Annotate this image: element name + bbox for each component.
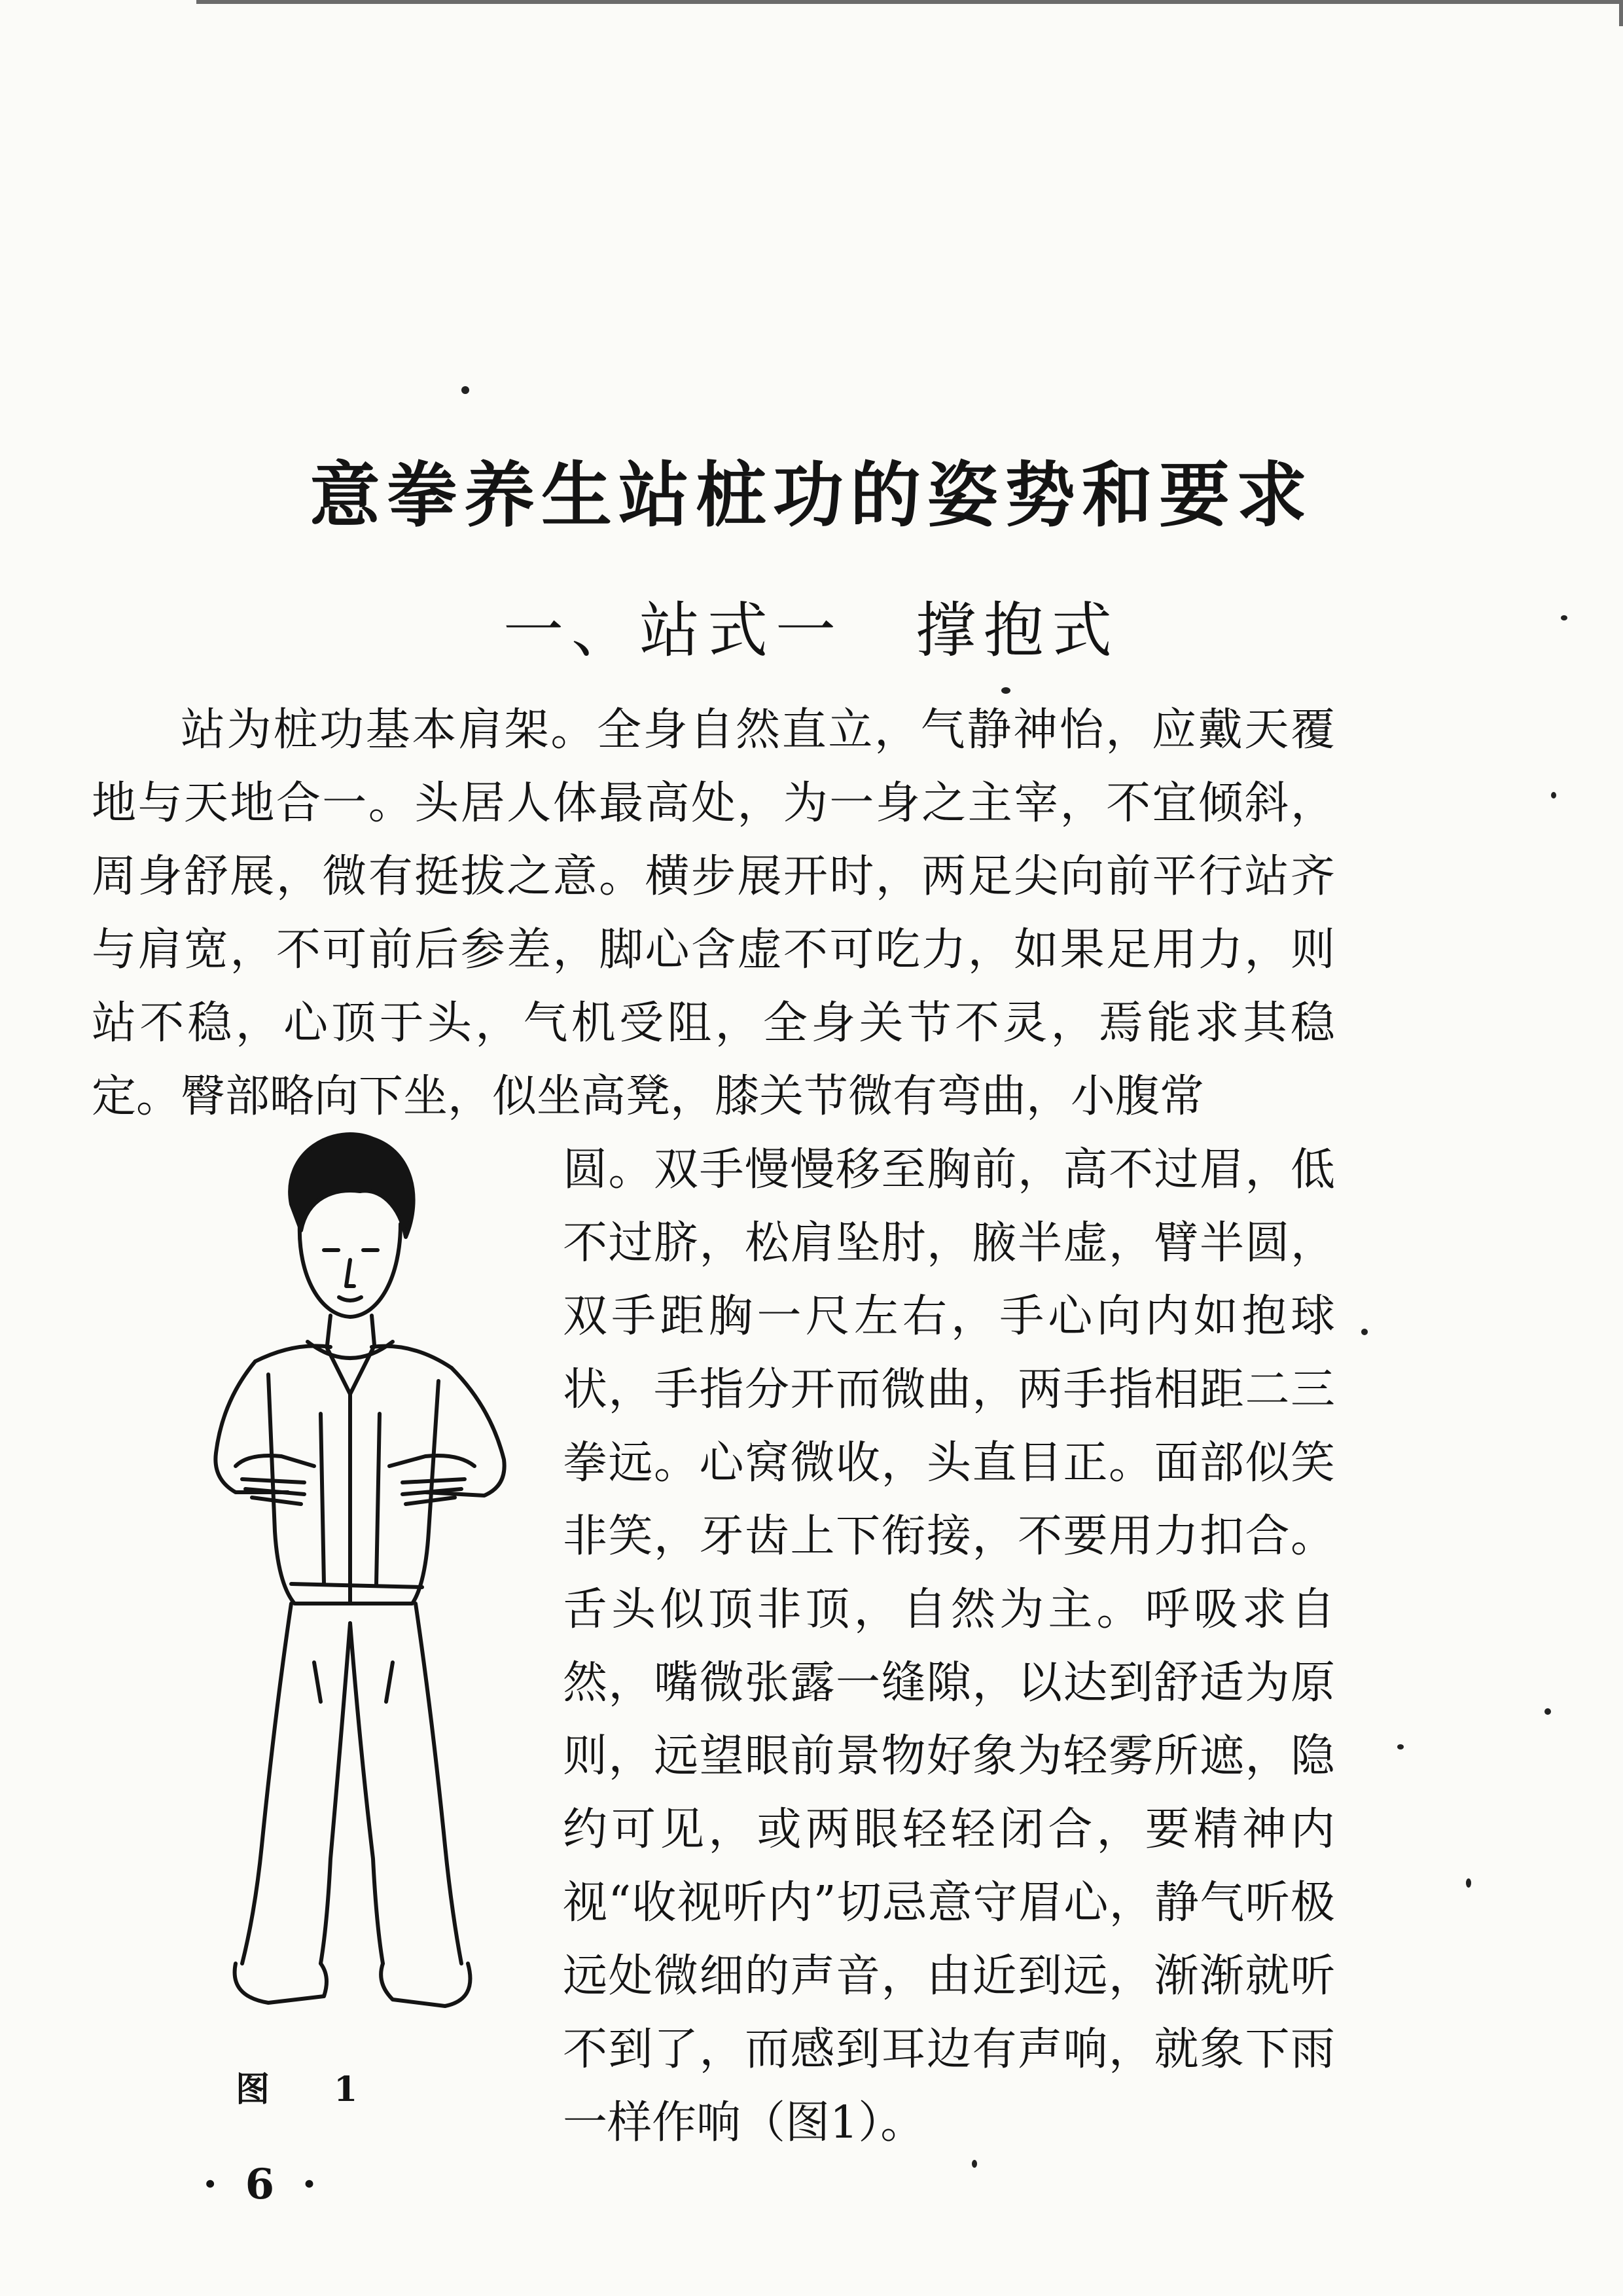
scan-speck <box>1361 1329 1368 1335</box>
section-number: 一、 <box>503 596 639 666</box>
scan-speck <box>1001 687 1010 694</box>
figure-caption: 图 1 <box>236 2070 384 2109</box>
scan-speck <box>1544 1708 1551 1715</box>
scan-speck <box>972 2160 977 2168</box>
scan-speck <box>1551 792 1556 798</box>
intro-paragraph: 站为桩功基本肩架。全身自然直立，气静神怡，应戴天覆地与天地合一。头居人体最高处，为一身之主宰，不宜倾斜，周身舒展，微有挺拔之意。横步展开时，两足尖向前平行站齐与肩宽，不可前后参差，脚心含虚不可吃力，如果足用力，则站不稳，心顶于头，气机受阻，全身关节不灵，焉能求其稳定。臀部略向下坐，似坐高凳，膝关节微有弯曲，小腹常 <box>92 704 1335 1122</box>
scan-speck <box>461 386 469 394</box>
scan-speck <box>1397 1744 1404 1749</box>
scan-edge-top <box>196 0 1623 4</box>
wrapped-paragraph: 圆。双手慢慢移至胸前，高不过眉，低不过脐，松肩坠肘，腋半虚，臂半圆，双手距胸一尺左右，手心向内如抱球状，手指分开而微曲，两手指相距二三拳远。心窝微收，头直目正。面部似笑非笑，牙齿上下衔接，不要用力扣合。舌头似顶非顶，自然为主。呼吸求自然，嘴微张露一缝隙，以达到舒适为原则，远望眼前景物好象为轻雾所遮，隐约可见，或两眼轻轻闭合，要精神内视“收视听内”切忌意守眉心，静气听极远处微细的声音，由近到远，渐渐就听不到了，而感到耳边有声响，就象下雨一样作响（图1）。 <box>563 1144 1335 2149</box>
section-pose-name: 撑抱式 <box>916 596 1120 666</box>
scan-speck <box>1561 615 1567 620</box>
page-number: · 6 · <box>203 2160 323 2209</box>
figure-standing-pose-illustration <box>164 1126 530 2029</box>
scan-speck <box>1466 1878 1471 1888</box>
scan-edge-corner <box>1619 0 1623 26</box>
page-title: 意拳养生站桩功的姿势和要求 <box>309 454 1313 537</box>
section-heading: 站式一 <box>639 596 844 666</box>
section-title <box>0 583 1623 669</box>
